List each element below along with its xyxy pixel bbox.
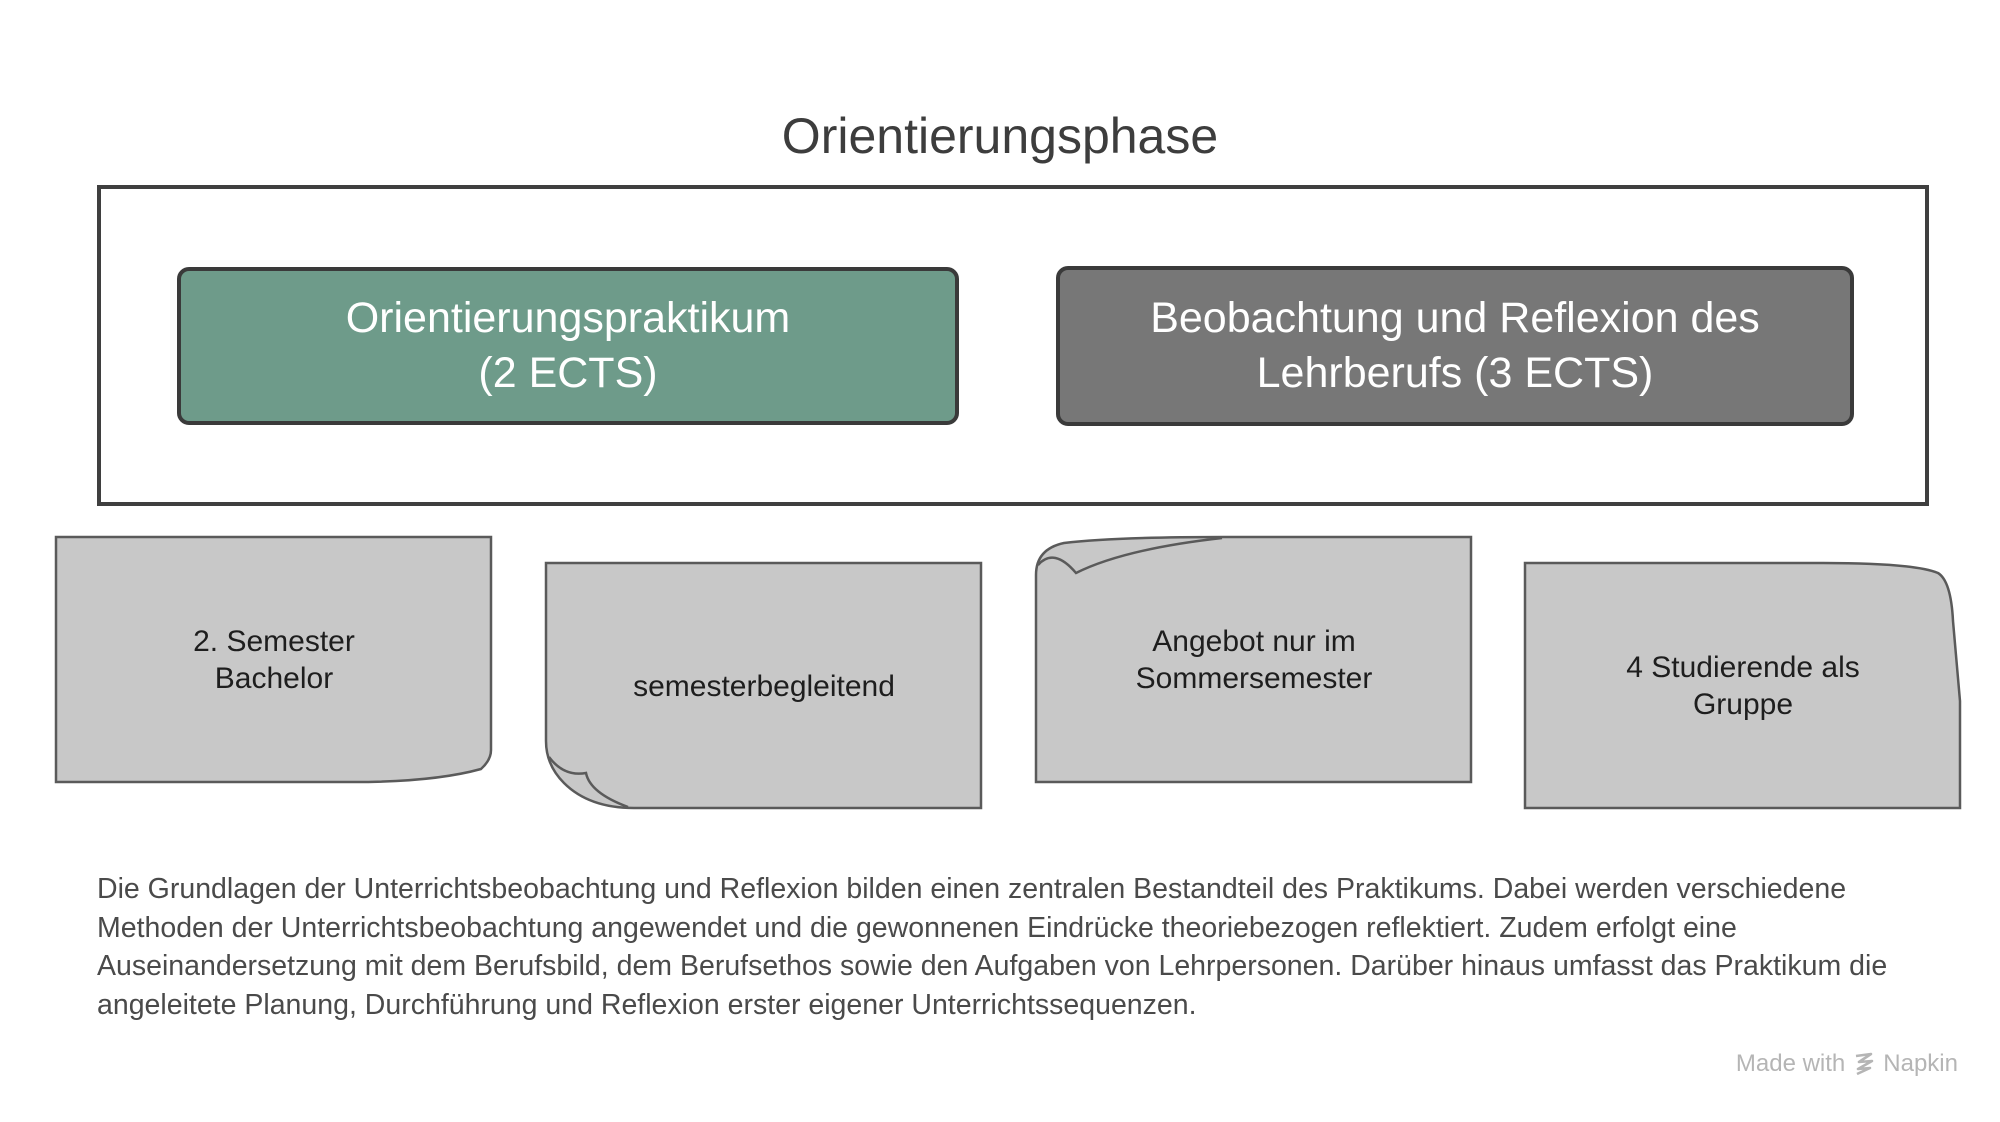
note-card-gruppe [1523,561,1963,811]
description-paragraph: Die Grundlagen der Unterrichtsbeobachtung und Reflexion bilden einen zentralen Bestandteil des Praktikums. Dabei werden verschiedene Methoden der Unterrichtsbeobachtung angewendet und die gewonnenen Eindrücke theoriebezogen reflektiert. Zudem erfolgt eine Auseinandersetzung mit dem Berufsbild, dem Berufsethos sowie den Aufgaben von Lehrpersonen. Darüber hinaus umfasst das Praktikum die angeleitete Planung, Durchführung und Reflexion erster eigener Unterrichtssequenzen. [97,873,1888,1021]
note-card-sommersemester [1034,535,1474,785]
credit-brand: Napkin [1883,1050,1958,1077]
module-beobachtung-reflexion: Beobachtung und Reflexion des Lehrberufs (3 ECTS) [1056,266,1854,426]
note-text: Angebot nur im Sommersemester [1135,625,1373,695]
credit-prefix: Made with [1735,1050,1846,1077]
note-text: semesterbegleitend [633,669,895,703]
napkin-credit [1736,1050,1958,1078]
note-card-semester [54,535,494,785]
napkin-logo-icon [1853,1052,1875,1076]
note-text: 2. Semester Bachelor [193,625,355,695]
module-orientierungspraktikum: Orientierungspraktikum (2 ECTS) [177,267,959,425]
note-card-semesterbegleitend [544,561,984,811]
note-text: 4 Studierende als Gruppe [1626,651,1860,721]
diagram-title: Orientierungsphase [781,108,1219,164]
